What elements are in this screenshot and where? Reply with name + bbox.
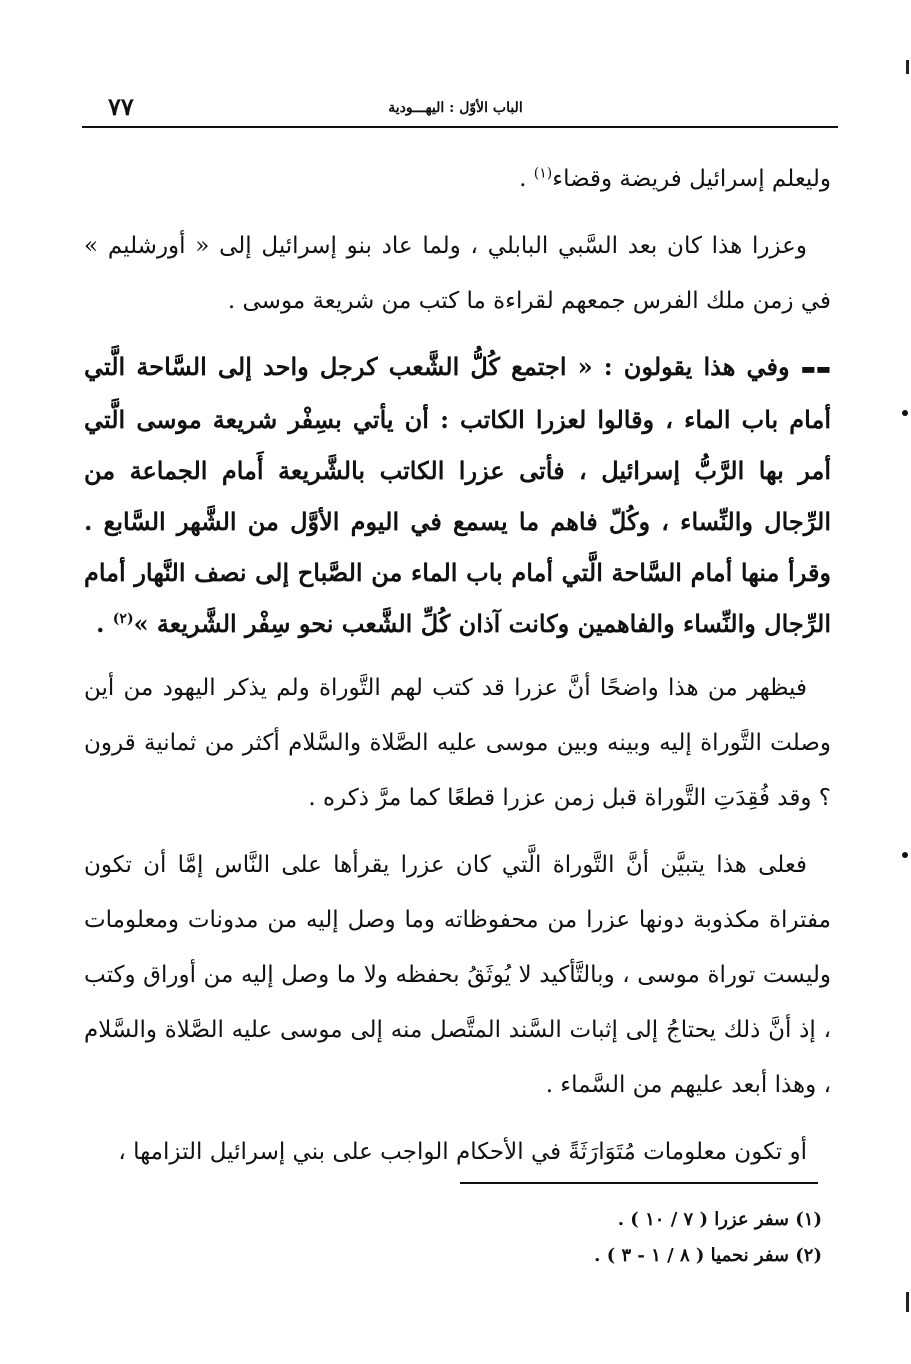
quote-marker-icon: ▬▬ xyxy=(800,359,832,378)
paragraph-text: أو تكون معلومات مُتَوَارَثَةً في الأحكام الواجب على بني إسرائيل التزامها ، xyxy=(118,1139,807,1165)
page-number: ٧٧ xyxy=(108,92,134,121)
paragraph-text: فعلى هذا يتبيَّن أنَّ التَّوراة الَّتي كان عزرا يقرأها على النَّاس إمَّا أن تكون مفتراة مكذوبة دونها عزرا من محفوظاته وما وصل إليه من مدونات ومعلومات وليست توراة موسى ، وبالتَّأكيد لا يُوثَقُ بحفظه ولا ما وصل إليه من أوراق وكتب ، إذ أنَّ ذلك يحتاجُ إلى إثبات السَّند المتَّصل منه إلى موسى عليه الصَّلاة والسَّلام ، وهذا أبعد عليهم من السَّماء . xyxy=(84,852,831,1098)
margin-dot xyxy=(902,852,908,858)
paragraph xyxy=(84,219,831,329)
paragraph xyxy=(84,1125,831,1180)
footnote-item: (١) سفر عزرا ( ٧ / ١٠ ) . xyxy=(617,1209,822,1230)
footnote-rule xyxy=(460,1182,818,1184)
paragraph xyxy=(84,661,831,826)
footnote-ref: (١) xyxy=(533,165,553,182)
paragraph-text: وفي هذا يقولون : « اجتمع كُلُّ الشَّعب كرجل واحد إلى السَّاحة الَّتي أمام باب الماء ، وقالوا لعزرا الكاتب : أن يأتي بسِفْر شريعة موسى الَّتي أمر بها الرَّبُّ إسرائيل ، فأتى عزرا الكاتب بالشَّريعة أَمام الجماعة من الرِّجال والنِّساء ، وكُلّ فاهم ما يسمع في اليوم الأوَّل من الشَّهر السَّابع . وقرأ منها أمام السَّاحة الَّتي أمام باب الماء من الصَّباح إلى نصف النَّهار أمام الرِّجال والنِّساء والفاهمين وكانت آذان كُلِّ الشَّعب نحو سِفْر الشَّريعة » xyxy=(84,352,831,638)
paragraph xyxy=(84,838,831,1113)
footnote-item: (٢) سفر نحميا ( ٨ / ١ - ٣ ) . xyxy=(594,1245,822,1266)
paragraph xyxy=(84,152,831,207)
running-header: الباب الأوّل : اليهـــودية xyxy=(388,100,523,116)
paragraph-text: وعزرا هذا كان بعد السَّبي البابلي ، ولما عاد بنو إسرائيل إلى « أورشليم » في زمن ملك الفرس جمعهم لقراءة ما كتب من شريعة موسى . xyxy=(84,233,831,314)
paragraph-text: وليعلم إسرائيل فريضة وقضاء xyxy=(552,166,831,192)
edge-mark xyxy=(906,60,909,74)
quoted-paragraph xyxy=(84,341,831,649)
footnote-ref: (٢) xyxy=(112,611,134,627)
paragraph-text: فيظهر من هذا واضحًا أنَّ عزرا قد كتب لهم التَّوراة ولم يذكر اليهود من أين وصلت التَّوراة إليه وبينه وبين موسى عليه الصَّلاة والسَّلام أكثر من ثمانية قرون ؟ وقد فُقِدَتِ التَّوراة قبل زمن عزرا قطعًا كما مرَّ ذكره . xyxy=(84,675,831,811)
footnotes xyxy=(460,1202,822,1274)
margin-dot xyxy=(902,410,908,416)
edge-mark xyxy=(906,1292,909,1312)
sentence-end: . xyxy=(519,166,534,192)
sentence-end: . xyxy=(96,609,113,638)
header-rule xyxy=(82,126,838,128)
main-text xyxy=(84,152,831,1192)
